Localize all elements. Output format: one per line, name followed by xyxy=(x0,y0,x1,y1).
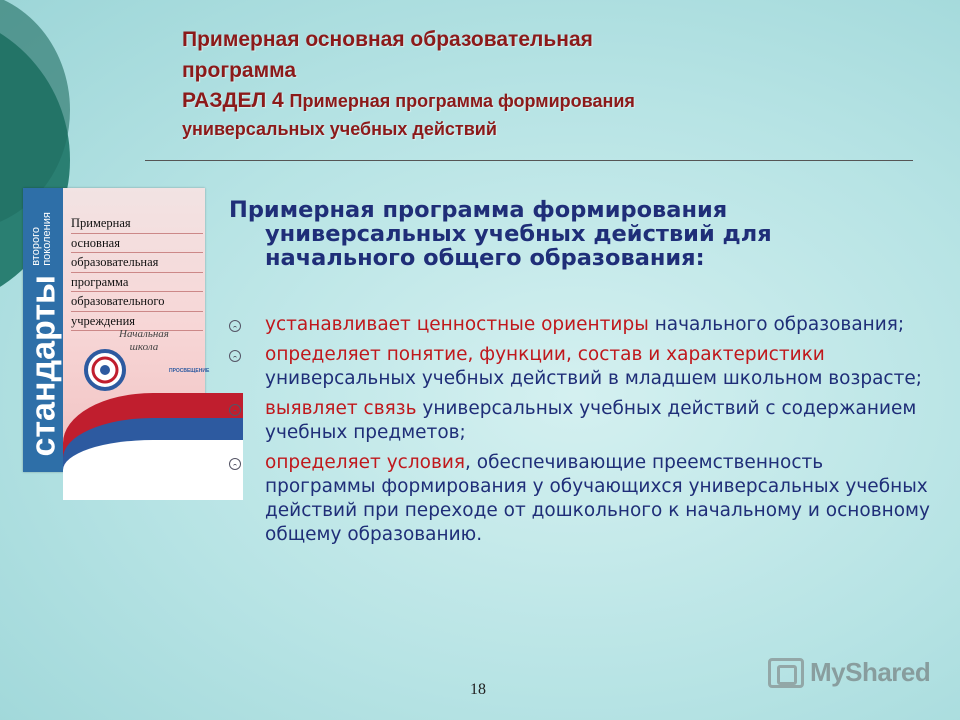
item-text: , обеспечивающие преемственность программы формирования у обучающихся универсальных учебных действий при переходе от дошкольного к начальному и основному общему образованию. xyxy=(265,452,930,545)
header-line-2: программа xyxy=(182,59,297,82)
book-cover-image xyxy=(23,188,210,472)
list-item xyxy=(229,451,939,547)
section-label: РАЗДЕЛ 4 xyxy=(182,89,284,112)
item-highlight: определяет условия xyxy=(265,452,466,473)
myshared-logo-icon xyxy=(768,658,804,688)
book-wave-white xyxy=(63,440,243,500)
spine-sub-line1: второго xyxy=(29,227,42,266)
slide-header xyxy=(182,24,882,142)
item-text: универсальных учебных действий с содержанием учебных предметов; xyxy=(265,398,917,443)
bullet-icon xyxy=(229,350,241,362)
book-spine-title: стандарты xyxy=(24,274,63,457)
bullet-icon xyxy=(229,458,241,470)
page-number: 18 xyxy=(470,681,486,698)
header-divider xyxy=(145,160,913,161)
list-item xyxy=(229,313,939,337)
heading-line2: универсальных учебных действий для xyxy=(265,221,772,247)
book-spine-subtitle xyxy=(31,212,53,266)
header-line-1: Примерная основная образовательная xyxy=(182,28,593,51)
spine-sub-line2: поколения xyxy=(40,212,53,266)
book-title-line: учреждения xyxy=(71,312,203,332)
book-title-line: образовательного xyxy=(71,292,203,312)
main-heading xyxy=(229,198,929,270)
bullet-icon xyxy=(229,320,241,332)
watermark xyxy=(768,657,930,688)
bullet-icon xyxy=(229,404,241,416)
list-item xyxy=(229,343,939,391)
section-title-part2: универсальных учебных действий xyxy=(182,119,497,139)
book-title-line: образовательная xyxy=(71,253,203,273)
item-highlight: определяет понятие, функции, состав и характеристики xyxy=(265,344,825,365)
program-heading xyxy=(229,198,929,270)
list-item xyxy=(229,397,939,445)
book-title-line: основная xyxy=(71,234,203,254)
book-subtitle-line2: школа xyxy=(129,341,159,353)
book-title-line: Примерная xyxy=(71,214,203,234)
standards-logo-icon xyxy=(83,348,127,392)
watermark-text: MyShared xyxy=(810,657,931,687)
item-text: начального образования; xyxy=(648,314,905,335)
book-subtitle-line1: Начальная xyxy=(119,328,169,340)
header-section xyxy=(182,86,882,116)
heading-line3: начального общего образования: xyxy=(265,245,705,271)
item-highlight: устанавливает ценностные ориентиры xyxy=(265,314,649,335)
item-highlight: выявляет связь xyxy=(265,398,417,419)
item-text: универсальных учебных действий в младшем школьном возрасте; xyxy=(265,368,922,389)
program-functions-list xyxy=(229,313,939,553)
heading-line1: Примерная программа формирования xyxy=(229,197,728,223)
book-title-line: программа xyxy=(71,273,203,293)
publisher-logo: ПРОСВЕЩЕНИЕ xyxy=(169,368,210,374)
book-title xyxy=(71,214,203,331)
section-title-part1: Примерная программа формирования xyxy=(289,91,635,111)
